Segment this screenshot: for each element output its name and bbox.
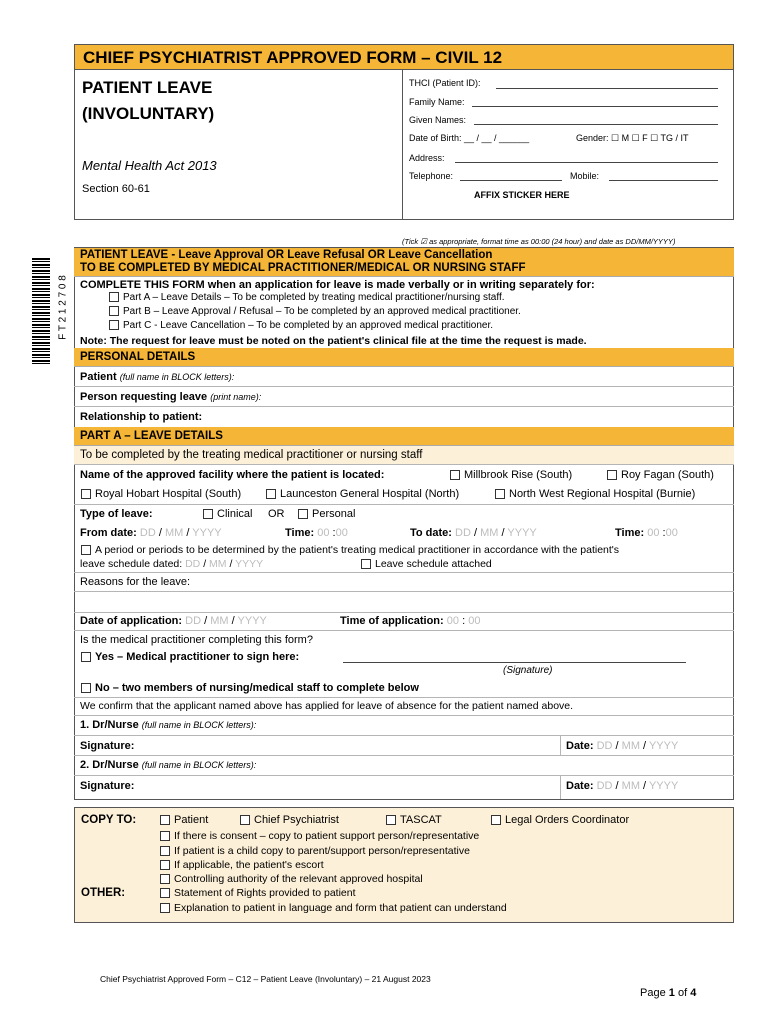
to-yyyy: YYYY [507, 527, 537, 539]
part-a-checkbox[interactable] [109, 292, 119, 302]
copy-patient-checkbox[interactable] [160, 815, 170, 825]
personal-option[interactable] [298, 508, 355, 520]
to-slash-2: / [501, 527, 505, 539]
from-slash-1: / [158, 527, 162, 539]
copy-patient-label: Patient [174, 814, 209, 826]
no-label: No – two members of nursing/medical staff to complete below [95, 682, 419, 694]
facility-label: Name of the approved facility where the patient is located: [80, 469, 385, 481]
to-time-row [615, 527, 678, 539]
divider-2 [74, 630, 734, 631]
person-requesting-label: Person requesting leave [80, 391, 208, 403]
to-time-label: Time: [615, 527, 645, 539]
staff1-label: 1. Dr/Nurse [80, 719, 139, 731]
schedule-dated-label: leave schedule dated: [80, 558, 183, 570]
divider-1 [74, 572, 734, 573]
leave-banner [74, 248, 734, 277]
from-slash-2: / [186, 527, 190, 539]
staff2-date-label: Date: [566, 780, 594, 792]
other-explanation-label: Explanation to patient in language and form that patient can understand [174, 902, 507, 914]
from-colon: : [332, 527, 336, 539]
schedule-attached-option[interactable] [361, 558, 492, 570]
part-a-option[interactable] [109, 292, 505, 303]
clinical-checkbox[interactable] [203, 509, 213, 519]
app-hh: 00 [446, 615, 460, 627]
act-name: Mental Health Act 2013 [82, 158, 217, 173]
part-b-label: Part B – Leave Approval / Refusal – To be completed by an approved medical practitioner. [123, 306, 521, 317]
nwrh-label: North West Regional Hospital (Burnie) [509, 488, 696, 500]
facility-lgh[interactable] [266, 488, 459, 500]
facility-divider [74, 504, 734, 505]
type-of-leave-label: Type of leave: [80, 508, 153, 520]
banner-line1: PATIENT LEAVE - Leave Approval OR Leave Refusal OR Leave Cancellation [80, 249, 493, 261]
personal-label: Personal [312, 508, 356, 520]
to-dd: DD [455, 527, 471, 539]
thci-field[interactable] [496, 88, 718, 89]
from-date-label: From date: [80, 527, 137, 539]
other-authority-checkbox[interactable] [160, 874, 170, 884]
address-label: Address: [409, 153, 445, 163]
app-min: 00 [468, 615, 481, 627]
s1-slash-2: / [643, 740, 647, 752]
time-app-row [340, 615, 480, 627]
from-min: 00 [335, 527, 348, 539]
from-time-row [285, 527, 348, 539]
relationship-row[interactable] [74, 407, 734, 427]
family-name-field[interactable] [472, 106, 718, 107]
copy-to-label: COPY TO: [81, 814, 137, 826]
staff2-label: 2. Dr/Nurse [80, 759, 139, 771]
period-option[interactable] [81, 544, 619, 556]
lgh-label: Launceston General Hospital (North) [280, 488, 460, 500]
app-slash-1: / [204, 615, 208, 627]
to-colon: : [662, 527, 666, 539]
s1-yyyy: YYYY [648, 740, 679, 752]
facility-millbrook[interactable] [450, 469, 572, 481]
part-a-sub [74, 446, 734, 465]
period-text: A period or periods to be determined by the patient's treating medical practitioner in accordance with the patient's [95, 544, 620, 556]
other-child-checkbox[interactable] [160, 846, 170, 856]
app-mm: MM [210, 615, 229, 627]
facility-roy-fagan[interactable] [607, 469, 714, 481]
rhh-label: Royal Hobart Hospital (South) [95, 488, 242, 500]
sched-mm: MM [209, 558, 227, 570]
other-authority[interactable] [160, 873, 423, 885]
mobile-label: Mobile: [570, 171, 600, 181]
part-b-option[interactable] [109, 306, 521, 317]
confirm-text: We confirm that the applicant named above has applied for leave of absence for the patient named above. [80, 700, 574, 712]
staff2-hint: (full name in BLOCK letters): [141, 760, 257, 770]
staff2-sig-divider [560, 775, 561, 799]
no-checkbox[interactable] [81, 683, 91, 693]
staff1-date-label: Date: [566, 740, 594, 752]
address-field[interactable] [455, 162, 718, 163]
part-a-sub-text: To be completed by the treating medical practitioner or nursing staff [80, 449, 423, 461]
other-rights[interactable] [160, 887, 356, 899]
schedule-attached-label: Leave schedule attached [375, 558, 492, 570]
staff1-date-field[interactable] [597, 740, 679, 752]
personal-checkbox[interactable] [298, 509, 308, 519]
patient-name-hint: (full name in BLOCK letters): [119, 372, 235, 382]
rhh-checkbox[interactable] [81, 489, 91, 499]
other-rights-checkbox[interactable] [160, 888, 170, 898]
signature-caption: (Signature) [503, 665, 553, 676]
date-app-field[interactable] [185, 615, 267, 627]
millbrook-checkbox[interactable] [450, 470, 460, 480]
staff1-row[interactable] [80, 719, 256, 731]
yes-checkbox[interactable] [81, 652, 91, 662]
app-slash-2: / [231, 615, 235, 627]
to-mm: MM [480, 527, 499, 539]
sched-yyyy: YYYY [235, 558, 264, 570]
sched-slash-2: / [229, 558, 233, 570]
copy-chief-label: Chief Psychiatrist [254, 814, 339, 826]
no-option[interactable] [81, 682, 419, 694]
time-app-field[interactable] [447, 615, 481, 627]
from-date-row [80, 527, 222, 539]
header-divider [402, 69, 403, 220]
copy-chief[interactable] [240, 814, 339, 826]
schedule-dated-row [80, 558, 263, 570]
copy-legal[interactable] [491, 814, 629, 826]
page-number [640, 987, 696, 999]
from-dd: DD [139, 527, 156, 539]
from-date-field[interactable] [140, 527, 222, 539]
dob-field[interactable]: Date of Birth: __ / __ / ______ [409, 133, 530, 143]
gender-field[interactable]: Gender: ☐ M ☐ F ☐ TG / IT [576, 133, 689, 143]
s2-slash-2: / [643, 780, 647, 792]
s1-mm: MM [621, 740, 640, 752]
barcode [32, 258, 50, 366]
question-text: Is the medical practitioner completing this form? [80, 634, 313, 646]
s2-mm: MM [621, 780, 640, 792]
staff1-sig-divider [560, 735, 561, 755]
relationship-label: Relationship to patient: [80, 411, 203, 423]
yes-option[interactable] [81, 651, 299, 663]
from-time-label: Time: [285, 527, 315, 539]
divider-7 [74, 775, 734, 776]
to-hh: 00 [647, 527, 660, 539]
staff1-date-row [566, 740, 678, 752]
divider-6 [74, 755, 734, 756]
divider-4 [74, 715, 734, 716]
schedule-attached-checkbox[interactable] [361, 559, 371, 569]
part-c-checkbox[interactable] [109, 320, 119, 330]
person-requesting-hint: (print name): [210, 392, 262, 402]
millbrook-label: Millbrook Rise (South) [464, 469, 573, 481]
other-rights-label: Statement of Rights provided to patient [174, 887, 356, 899]
other-escort[interactable] [160, 859, 324, 871]
s2-slash-1: / [615, 780, 619, 792]
page-of: of [677, 987, 688, 999]
other-consent-label: If there is consent – copy to patient support person/representative [174, 830, 480, 842]
copy-tascat-checkbox[interactable] [386, 815, 396, 825]
staff2-date-row [566, 780, 678, 792]
other-explanation[interactable] [160, 902, 507, 914]
footer-text: Chief Psychiatrist Approved Form – C12 – Patient Leave (Involuntary) – 21 August 2023 [100, 974, 431, 984]
heading-involuntary: (INVOLUNTARY) [82, 104, 215, 123]
part-b-checkbox[interactable] [109, 306, 119, 316]
date-app-label: Date of application: [80, 615, 183, 627]
to-time-field[interactable] [647, 527, 678, 539]
patient-name-row[interactable] [74, 367, 734, 387]
to-date-row [410, 527, 537, 539]
lgh-checkbox[interactable] [266, 489, 276, 499]
roy-fagan-label: Roy Fagan (South) [621, 469, 714, 481]
form-title: CHIEF PSYCHIATRIST APPROVED FORM – CIVIL 12 [83, 48, 503, 67]
part-a-header: PART A – LEAVE DETAILS [74, 427, 734, 446]
from-time-field[interactable] [317, 527, 348, 539]
copy-tascat-label: TASCAT [400, 814, 442, 826]
date-app-row [80, 615, 267, 627]
facility-row1 [80, 469, 384, 481]
page-total: 4 [690, 987, 697, 999]
from-yyyy: YYYY [192, 527, 222, 539]
form-title-bar [74, 44, 734, 70]
other-escort-checkbox[interactable] [160, 860, 170, 870]
telephone-label: Telephone: [409, 171, 454, 181]
reasons-label: Reasons for the leave: [80, 576, 191, 588]
telephone-field[interactable] [460, 180, 562, 181]
part-c-label: Part C - Leave Cancellation – To be completed by an approved medical practitioner. [123, 320, 494, 331]
nwrh-checkbox[interactable] [495, 489, 505, 499]
other-authority-label: Controlling authority of the relevant approved hospital [174, 873, 423, 885]
divider-5 [74, 735, 734, 736]
yes-label: Yes – Medical practitioner to sign here: [95, 651, 300, 663]
divider-3 [74, 697, 734, 698]
s2-dd: DD [596, 780, 613, 792]
facility-nwrh[interactable] [495, 488, 695, 500]
app-dd: DD [185, 615, 202, 627]
from-hh: 00 [317, 527, 330, 539]
from-mm: MM [164, 527, 184, 539]
staff2-row[interactable] [80, 759, 256, 771]
part-a-label: Part A – Leave Details – To be completed by treating medical practitioner/nursing staff. [123, 292, 505, 303]
given-names-field[interactable] [474, 124, 718, 125]
sched-dd: DD [185, 558, 201, 570]
roy-fagan-checkbox[interactable] [607, 470, 617, 480]
to-slash-1: / [473, 527, 478, 539]
other-child-label: If patient is a child copy to parent/support person/representative [174, 845, 470, 857]
note-text: Note: The request for leave must be noted on the patient's clinical file at the time the request is made. [80, 335, 587, 347]
other-label: OTHER: [81, 887, 126, 899]
or-label: OR [268, 508, 285, 520]
other-child[interactable] [160, 845, 470, 857]
patient-name-label: Patient [80, 371, 117, 383]
affix-sticker: AFFIX STICKER HERE [474, 190, 570, 200]
staff2-date-field[interactable] [597, 780, 679, 792]
barcode-text: F T 2 1 2 7 0 8 [57, 275, 69, 340]
family-name-label: Family Name: [409, 97, 465, 107]
given-names-label: Given Names: [409, 115, 467, 125]
copy-tascat[interactable] [386, 814, 442, 826]
banner-line2: TO BE COMPLETED BY MEDICAL PRACTITIONER/MEDICAL OR NURSING STAFF [80, 262, 526, 274]
staff2-signature-label: Signature: [80, 780, 135, 792]
personal-details-header: PERSONAL DETAILS [74, 348, 734, 367]
other-escort-label: If applicable, the patient's escort [174, 859, 324, 871]
sched-slash-1: / [203, 558, 207, 570]
mobile-field[interactable] [609, 180, 718, 181]
copy-legal-label: Legal Orders Coordinator [505, 814, 630, 826]
to-min: 00 [665, 527, 678, 539]
part-c-option[interactable] [109, 320, 493, 331]
copy-legal-checkbox[interactable] [491, 815, 501, 825]
time-app-label: Time of application: [340, 615, 444, 627]
s1-dd: DD [596, 740, 613, 752]
to-date-label: To date: [410, 527, 452, 539]
signature-line[interactable] [343, 662, 686, 663]
complete-form-text: COMPLETE THIS FORM when an application for leave is made verbally or in writing separately for: [80, 279, 595, 291]
other-consent-checkbox[interactable] [160, 831, 170, 841]
clinical-label: Clinical [217, 508, 253, 520]
page-label: Page [640, 987, 666, 999]
facility-rhh[interactable] [81, 488, 241, 500]
copy-patient[interactable] [160, 814, 208, 826]
other-consent[interactable] [160, 830, 479, 842]
s1-slash-1: / [615, 740, 619, 752]
tick-note: (Tick ☑ as appropriate, format time as 00:00 (24 hour) and date as DD/MM/YYYY) [402, 237, 676, 246]
thci-label: THCI (Patient ID): [409, 78, 481, 88]
heading-patient-leave: PATIENT LEAVE [82, 78, 213, 97]
s2-yyyy: YYYY [648, 780, 679, 792]
other-explanation-checkbox[interactable] [160, 903, 170, 913]
app-yyyy: YYYY [237, 615, 267, 627]
person-requesting-row[interactable] [74, 387, 734, 407]
period-checkbox[interactable] [81, 545, 91, 555]
app-colon: : [462, 615, 466, 627]
schedule-date-field[interactable] [185, 558, 263, 570]
copy-chief-checkbox[interactable] [240, 815, 250, 825]
reasons-field[interactable] [74, 591, 734, 613]
page-current: 1 [668, 987, 675, 999]
clinical-option[interactable] [203, 508, 252, 520]
section-ref: Section 60-61 [82, 183, 150, 195]
staff1-signature-label: Signature: [80, 740, 135, 752]
staff1-hint: (full name in BLOCK letters): [141, 720, 257, 730]
to-date-field[interactable] [455, 527, 537, 539]
